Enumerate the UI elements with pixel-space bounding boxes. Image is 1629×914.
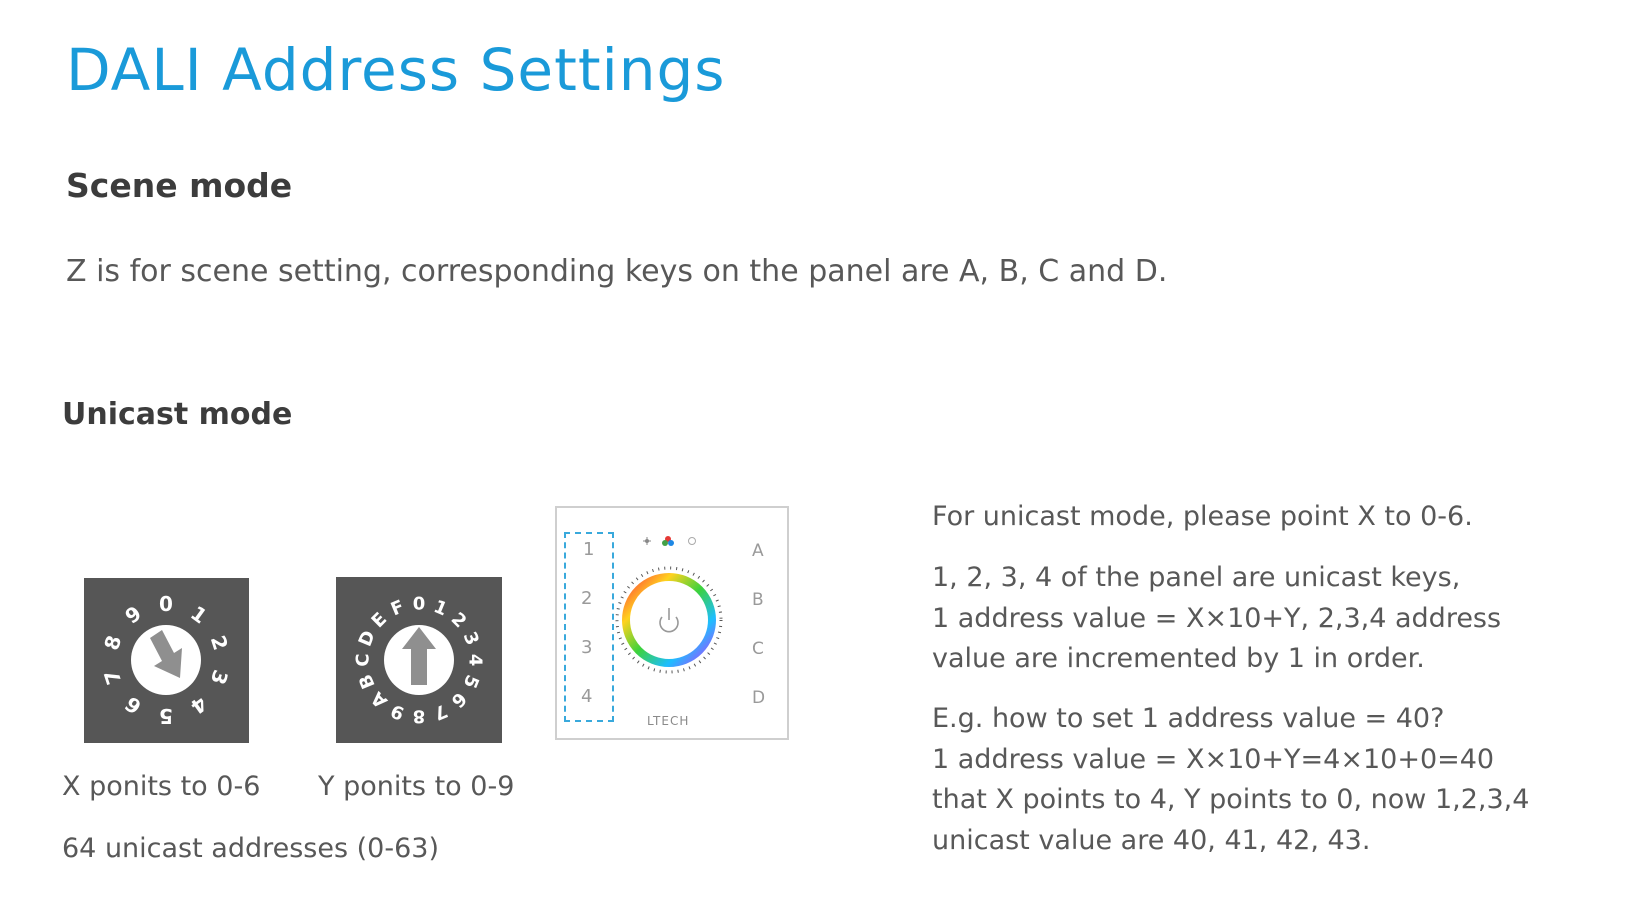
dial-digit: 0 [159,592,173,616]
dial-digit: 4 [186,691,212,720]
dial-digit: 1 [430,596,451,621]
dial-digit: 2 [446,608,471,633]
desc-line: 1, 2, 3, 4 of the panel are unicast keys, [932,562,1461,593]
dial-digit: 5 [159,704,173,728]
x-dial-caption: X ponits to 0-6 [62,771,261,802]
panel-key-d[interactable]: D [752,688,766,708]
desc-line: value are incremented by 1 in order. [932,643,1425,674]
y-dial-caption: Y ponits to 0-9 [318,771,515,802]
color-icon [662,536,674,546]
page-title: DALI Address Settings [66,36,726,104]
dial-digit: 9 [120,600,146,629]
dial-digit: 6 [446,687,471,712]
unicast-mode-heading: Unicast mode [62,397,293,432]
panel-key-3[interactable]: 3 [581,637,593,658]
scene-mode-heading: Scene mode [66,166,293,205]
dial-digit: A [367,687,392,712]
dial-digit: 1 [186,600,212,629]
panel-key-1[interactable]: 1 [583,539,595,560]
unicast-instruction: For unicast mode, please point X to 0-6. [932,501,1473,532]
example-line: unicast value are 40, 41, 42, 43. [932,824,1371,856]
dial-digit: 8 [99,632,127,654]
mode-icon [689,538,696,545]
desc-line: 1 address value = X×10+Y, 2,3,4 address [932,602,1502,634]
dial-digit: 8 [412,705,426,727]
dial-digit: 2 [205,632,233,654]
dial-digit: B [354,671,380,692]
y-rotary-dial [336,577,502,743]
unicast-keys-description [932,558,1501,680]
panel-key-b[interactable]: B [752,590,764,610]
dial-digit: E [367,608,392,633]
dial-digit: 0 [412,593,426,615]
example-line: 1 address value = X×10+Y=4×10+0=40 [932,743,1495,775]
brightness-icon [643,537,651,545]
panel-brand-logo: LTECH [647,714,690,728]
dial-digit: 7 [430,699,451,724]
dial-digit: 6 [120,691,146,720]
panel-key-c[interactable]: C [752,639,764,659]
dial-digit: 4 [464,653,486,667]
panel-key-a[interactable]: A [752,541,764,561]
dial-digit: 7 [99,666,127,688]
scene-mode-text: Z is for scene setting, corresponding keys on the panel are A, B, C and D. [66,254,1168,289]
dial-digit: D [354,627,380,650]
dial-digit: 9 [387,699,408,724]
example-line: that X points to 4, Y points to 0, now 1,2,3,4 [932,784,1530,815]
dial-digit: C [352,653,374,667]
panel-key-4[interactable]: 4 [581,686,593,707]
dial-digit: 3 [458,628,483,649]
x-rotary-dial [84,578,249,743]
dial-digit: 3 [205,666,233,688]
ltech-control-panel [555,506,789,740]
example-line: E.g. how to set 1 address value = 40? [932,703,1445,734]
dial-digit: 5 [458,671,483,692]
example-description [932,699,1529,861]
power-icon[interactable] [660,608,678,632]
panel-key-2[interactable]: 2 [581,588,593,609]
unicast-addresses-caption: 64 unicast addresses (0-63) [62,833,439,864]
dial-digit: F [387,596,408,621]
